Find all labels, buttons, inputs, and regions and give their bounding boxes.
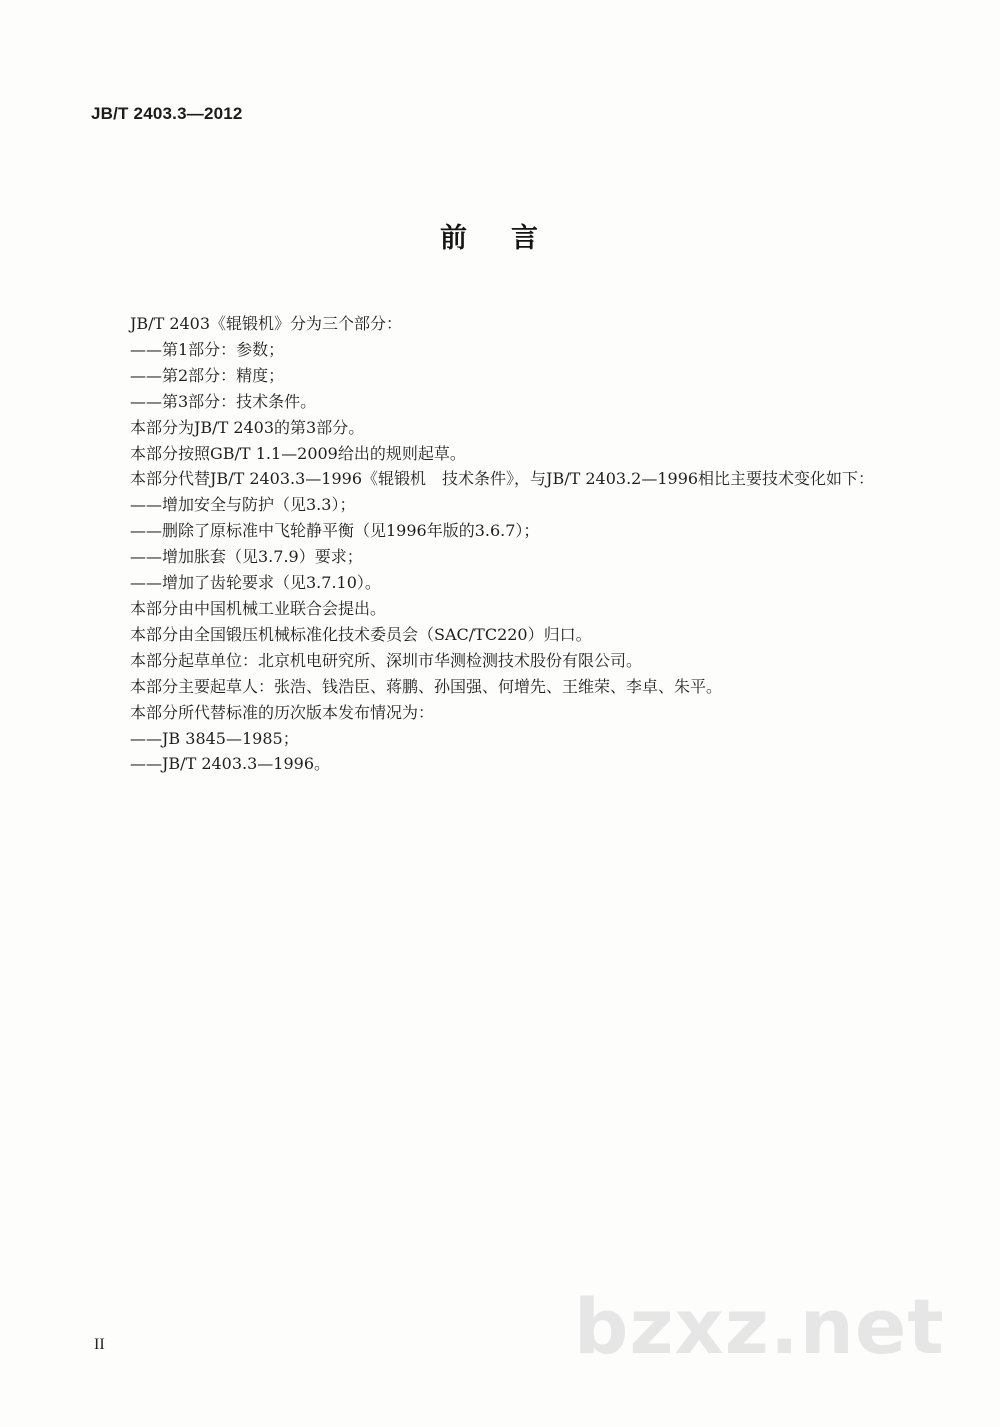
section-title-text: 前言 xyxy=(440,223,582,254)
list-item: ——第1部分：参数； xyxy=(130,339,285,359)
list-item: ——第3部分：技术条件。 xyxy=(130,391,317,411)
list-item: ——增加了齿轮要求（见3.7.10）。 xyxy=(130,573,381,593)
paragraph-line: 本部分由中国机械工业联合会提出。 xyxy=(130,598,387,618)
paragraph-line: JB/T 2403《辊锻机》分为三个部分： xyxy=(130,314,403,333)
paragraph-line: 本部分按照GB/T 1.1—2009给出的规则起草。 xyxy=(130,443,466,463)
list-item: ——JB/T 2403.3—1996。 xyxy=(130,754,331,774)
list-item: ——增加胀套（见3.7.9）要求； xyxy=(130,547,363,567)
foreword-body xyxy=(130,311,930,777)
paragraph-line: 本部分代替JB/T 2403.3—1996《辊锻机 技术条件》，与JB/T 2403.2—1996相比主要技术变化如下： xyxy=(130,469,875,489)
page-number: II xyxy=(94,1336,105,1353)
list-item: ——删除了原标准中飞轮静平衡（见1996年版的3.6.7）； xyxy=(130,521,540,541)
document-code: JB/T 2403.3—2012 xyxy=(91,104,243,123)
paragraph-line: 本部分主要起草人：张浩、钱浩臣、蒋鹏、孙国强、何增先、王维荣、李卓、朱平。 xyxy=(130,676,723,696)
list-item: ——第2部分：精度； xyxy=(130,365,285,385)
paragraph-line: 本部分所代替标准的历次版本发布情况为： xyxy=(130,702,435,722)
list-item: ——JB 3845—1985； xyxy=(130,728,299,748)
list-item: ——增加安全与防护（见3.3）； xyxy=(130,495,356,515)
paragraph-line: 本部分由全国锻压机械标准化技术委员会（SAC/TC220）归口。 xyxy=(130,624,592,644)
paragraph-line: 本部分起草单位：北京机电研究所、深圳市华测检测技术股份有限公司。 xyxy=(130,650,643,670)
paragraph-line: 本部分为JB/T 2403的第3部分。 xyxy=(130,417,365,437)
watermark: bzxz.net xyxy=(574,1282,945,1371)
section-title xyxy=(0,216,1000,255)
